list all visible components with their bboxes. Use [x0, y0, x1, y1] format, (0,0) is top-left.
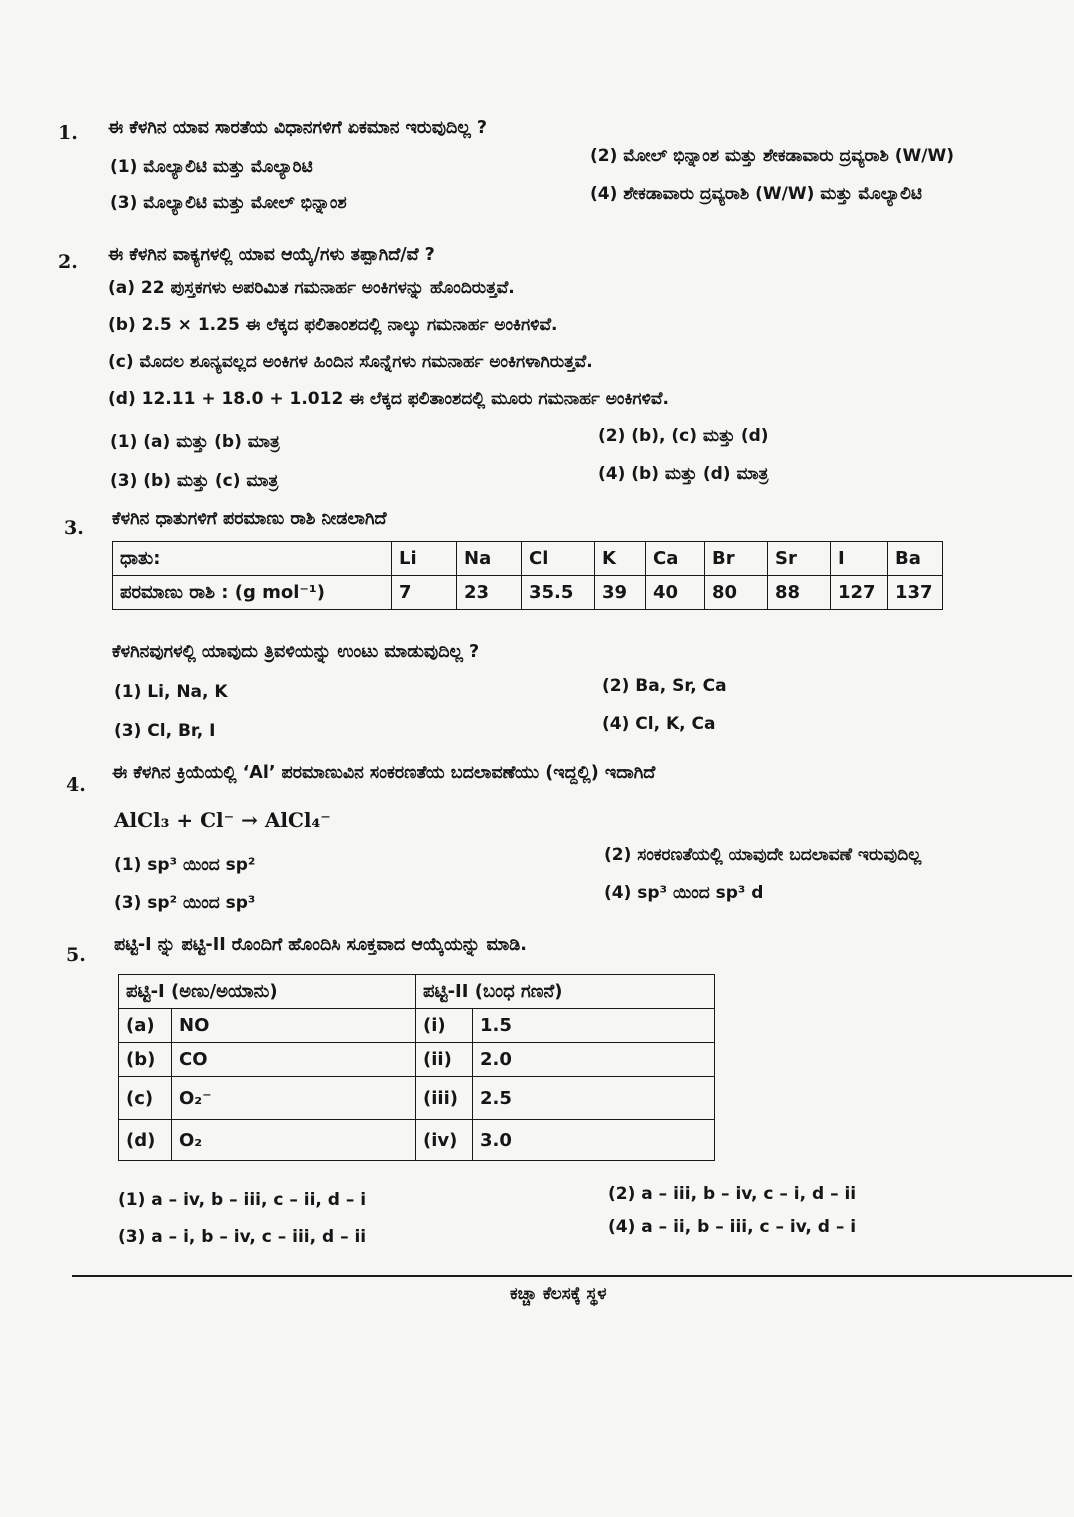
list2-value: 2.0: [473, 1043, 715, 1077]
mass-row-label: ಪರಮಾಣು ರಾಶಿ : (g mol⁻¹): [113, 576, 392, 610]
q1-option-3: (3) ಮೊಲ್ಯಾಲಿಟಿ ಮತ್ತು ಮೋಲ್ ಭಿನ್ನಾಂಶ: [110, 193, 347, 213]
match-table-header: [119, 975, 715, 1009]
match-row: [119, 1077, 715, 1120]
list2-key: (i): [416, 1009, 473, 1043]
element-row-label: ಧಾತು:: [113, 542, 392, 576]
q2-option-1: (1) (a) ಮತ್ತು (b) ಮಾತ್ರ: [110, 432, 280, 452]
mass-cell: 35.5: [522, 576, 595, 610]
q2-number: 2.: [58, 251, 78, 273]
list1-key: (a): [119, 1009, 172, 1043]
q3-option-4: (4) Cl, K, Ca: [602, 714, 716, 734]
list1-value: O₂: [172, 1120, 416, 1161]
q1-stem: ಈ ಕೆಳಗಿನ ಯಾವ ಸಾರತೆಯ ವಿಧಾನಗಳಿಗೆ ಏಕಮಾನ ಇರುವುದಿಲ್ಲ ?: [108, 118, 487, 138]
mass-cell: 80: [705, 576, 768, 610]
q4-option-4: (4) sp³ ಯಿಂದ sp³ d: [604, 883, 764, 903]
list1-key: (d): [119, 1120, 172, 1161]
rough-work-label: ಕಚ್ಚಾ ಕೆಲಸಕ್ಕೆ ಸ್ಥಳ: [510, 1284, 607, 1304]
match-row: [119, 1043, 715, 1077]
list2-key: (iv): [416, 1120, 473, 1161]
q2-option-4: (4) (b) ಮತ್ತು (d) ಮಾತ್ರ: [598, 464, 769, 484]
q4-equation: AlCl₃ + Cl⁻ → AlCl₄⁻: [114, 808, 331, 832]
q1-option-2: (2) ಮೋಲ್ ಭಿನ್ನಾಂಶ ಮತ್ತು ಶೇಕಡಾವಾರು ದ್ರವ್ಯರಾಶಿ (W/W): [590, 146, 955, 166]
mass-cell: 127: [831, 576, 888, 610]
q2-statement-d: (d) 12.11 + 18.0 + 1.012 ಈ ಲೆಕ್ಕದ ಫಲಿತಾಂಶದಲ್ಲಿ ಮೂರು ಗಮನಾರ್ಹ ಅಂಕಿಗಳಿವೆ.: [108, 389, 669, 409]
mass-cell: 88: [768, 576, 831, 610]
list1-key: (b): [119, 1043, 172, 1077]
q4-number: 4.: [66, 774, 86, 796]
q3-option-3: (3) Cl, Br, I: [114, 721, 216, 741]
list2-header: ಪಟ್ಟಿ-II (ಬಂಧ ಗಣನೆ): [416, 975, 715, 1009]
element-cell: Ba: [888, 542, 943, 576]
q5-option-4: (4) a – ii, b – iii, c – iv, d – i: [608, 1217, 857, 1237]
list1-header: ಪಟ್ಟಿ-I (ಅಣು/ಅಯಾನು): [119, 975, 416, 1009]
q3-stem: ಕೆಳಗಿನ ಧಾತುಗಳಿಗೆ ಪರಮಾಣು ರಾಶಿ ನೀಡಲಾಗಿದೆ: [112, 509, 387, 529]
element-cell: Ca: [646, 542, 705, 576]
q3-number: 3.: [64, 517, 84, 539]
q2-statement-a: (a) 22 ಪುಸ್ತಕಗಳು ಅಪರಿಮಿತ ಗಮನಾರ್ಹ ಅಂಕಿಗಳನ್ನು ಹೊಂದಿರುತ್ತವೆ.: [108, 278, 515, 298]
q4-option-2: (2) ಸಂಕರಣತೆಯಲ್ಲಿ ಯಾವುದೇ ಬದಲಾವಣೆ ಇರುವುದಿಲ್ಲ: [604, 845, 922, 865]
atomic-mass-table: [112, 541, 943, 610]
match-table: [118, 974, 715, 1161]
q1-number: 1.: [58, 122, 78, 144]
mass-cell: 39: [595, 576, 646, 610]
list1-value: O₂⁻: [172, 1077, 416, 1120]
q5-number: 5.: [66, 944, 86, 966]
element-cell: K: [595, 542, 646, 576]
list2-value: 2.5: [473, 1077, 715, 1120]
match-row: [119, 1120, 715, 1161]
q2-stem: ಈ ಕೆಳಗಿನ ವಾಕ್ಯಗಳಲ್ಲಿ ಯಾವ ಆಯ್ಕೆ/ಗಳು ತಪ್ಪಾಗಿದೆ/ವೆ ?: [108, 245, 435, 265]
list1-value: CO: [172, 1043, 416, 1077]
q3-question: ಕೆಳಗಿನವುಗಳಲ್ಲಿ ಯಾವುದು ತ್ರಿವಳಿಯನ್ನು ಉಂಟು ಮಾಡುವುದಿಲ್ಲ ?: [112, 642, 480, 662]
q4-stem: ಈ ಕೆಳಗಿನ ಕ್ರಿಯೆಯಲ್ಲಿ ‘Al’ ಪರಮಾಣುವಿನ ಸಂಕರಣತೆಯ ಬದಲಾವಣೆಯು (ಇದ್ದಲ್ಲಿ) ಇದಾಗಿದೆ: [112, 763, 656, 783]
q4-option-3: (3) sp² ಯಿಂದ sp³: [114, 893, 256, 913]
q2-statement-b: (b) 2.5 × 1.25 ಈ ಲೆಕ್ಕದ ಫಲಿತಾಂಶದಲ್ಲಿ ನಾಲ್ಕು ಗಮನಾರ್ಹ ಅಂಕಿಗಳಿವೆ.: [108, 315, 558, 335]
q5-option-3: (3) a – i, b – iv, c – iii, d – ii: [118, 1227, 367, 1247]
list1-value: NO: [172, 1009, 416, 1043]
q2-option-2: (2) (b), (c) ಮತ್ತು (d): [598, 426, 769, 446]
q5-option-2: (2) a – iii, b – iv, c – i, d – ii: [608, 1184, 857, 1204]
q2-option-3: (3) (b) ಮತ್ತು (c) ಮಾತ್ರ: [110, 471, 279, 491]
rough-work-divider: [72, 1275, 1072, 1277]
element-row: [113, 542, 943, 576]
q1-option-1: (1) ಮೊಲ್ಯಾಲಿಟಿ ಮತ್ತು ಮೊಲ್ಯಾರಿಟಿ: [110, 157, 313, 177]
list2-value: 1.5: [473, 1009, 715, 1043]
list2-key: (iii): [416, 1077, 473, 1120]
element-cell: Sr: [768, 542, 831, 576]
element-cell: Li: [392, 542, 457, 576]
q2-statement-c: (c) ಮೊದಲ ಶೂನ್ಯವಲ್ಲದ ಅಂಕಿಗಳ ಹಿಂದಿನ ಸೊನ್ನೆಗಳು ಗಮನಾರ್ಹ ಅಂಕಿಗಳಾಗಿರುತ್ತವೆ.: [108, 352, 593, 372]
q5-stem: ಪಟ್ಟಿ-I ನ್ನು ಪಟ್ಟಿ-II ರೊಂದಿಗೆ ಹೊಂದಿಸಿ ಸೂಕ್ತವಾದ ಆಯ್ಕೆಯನ್ನು ಮಾಡಿ.: [114, 935, 527, 955]
mass-row: [113, 576, 943, 610]
element-cell: Cl: [522, 542, 595, 576]
element-cell: Na: [457, 542, 522, 576]
mass-cell: 137: [888, 576, 943, 610]
q3-option-2: (2) Ba, Sr, Ca: [602, 676, 727, 696]
element-cell: Br: [705, 542, 768, 576]
mass-cell: 23: [457, 576, 522, 610]
list2-key: (ii): [416, 1043, 473, 1077]
match-row: [119, 1009, 715, 1043]
q5-option-1: (1) a – iv, b – iii, c – ii, d – i: [118, 1190, 367, 1210]
mass-cell: 7: [392, 576, 457, 610]
list1-key: (c): [119, 1077, 172, 1120]
element-cell: I: [831, 542, 888, 576]
list2-value: 3.0: [473, 1120, 715, 1161]
q4-option-1: (1) sp³ ಯಿಂದ sp²: [114, 855, 256, 875]
q1-option-4: (4) ಶೇಕಡಾವಾರು ದ್ರವ್ಯರಾಶಿ (W/W) ಮತ್ತು ಮೊಲ್ಯಾಲಿಟಿ: [590, 184, 922, 204]
q3-option-1: (1) Li, Na, K: [114, 682, 228, 702]
mass-cell: 40: [646, 576, 705, 610]
